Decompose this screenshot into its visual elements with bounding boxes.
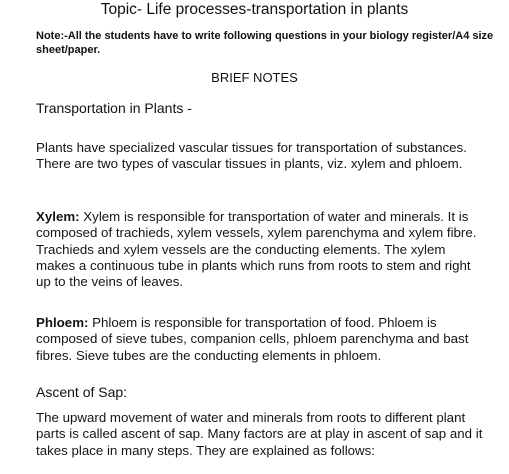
intro-paragraph: Plants have specialized vascular tissues for transportation of substances. There are two types of vascular tissues in plants, viz. xylem and phloem. xyxy=(36,140,467,172)
ascent-paragraph: The upward movement of water and minerals from roots to different plant parts is called ascent of sap. Many factors are at play in ascent of sap and it takes place in many steps. They are explained as follows: xyxy=(36,410,483,458)
phloem-term: Phloem: xyxy=(36,315,89,330)
brief-notes-title: BRIEF NOTES xyxy=(211,70,298,85)
phloem-text: Phloem is responsible for transportation of food. Phloem is composed of sieve tubes, companion cells, phloem parenchyma and bast fibres. Sieve tubes are the conducting elements in phloem. xyxy=(36,315,469,363)
note-text: Note:-All the students have to write following questions in your biology register/A4 size sheet/paper. xyxy=(36,30,494,56)
xylem-term: Xylem: xyxy=(36,209,80,224)
xylem-paragraph xyxy=(36,209,486,290)
transportation-heading: Transportation in Plants - xyxy=(36,100,192,116)
phloem-paragraph xyxy=(36,315,486,364)
topic-title: Topic- Life processes-transportation in plants xyxy=(100,1,409,18)
ascent-heading: Ascent of Sap: xyxy=(36,384,128,400)
xylem-text: Xylem is responsible for transportation of water and minerals. It is composed of trachieds, xylem vessels, xylem parenchyma and xylem fibre. Trachieds and xylem vessels are the conducting elements. The xylem makes a continuous tube in plants which runs from roots to stem and right up to the veins of leaves. xyxy=(36,209,477,290)
